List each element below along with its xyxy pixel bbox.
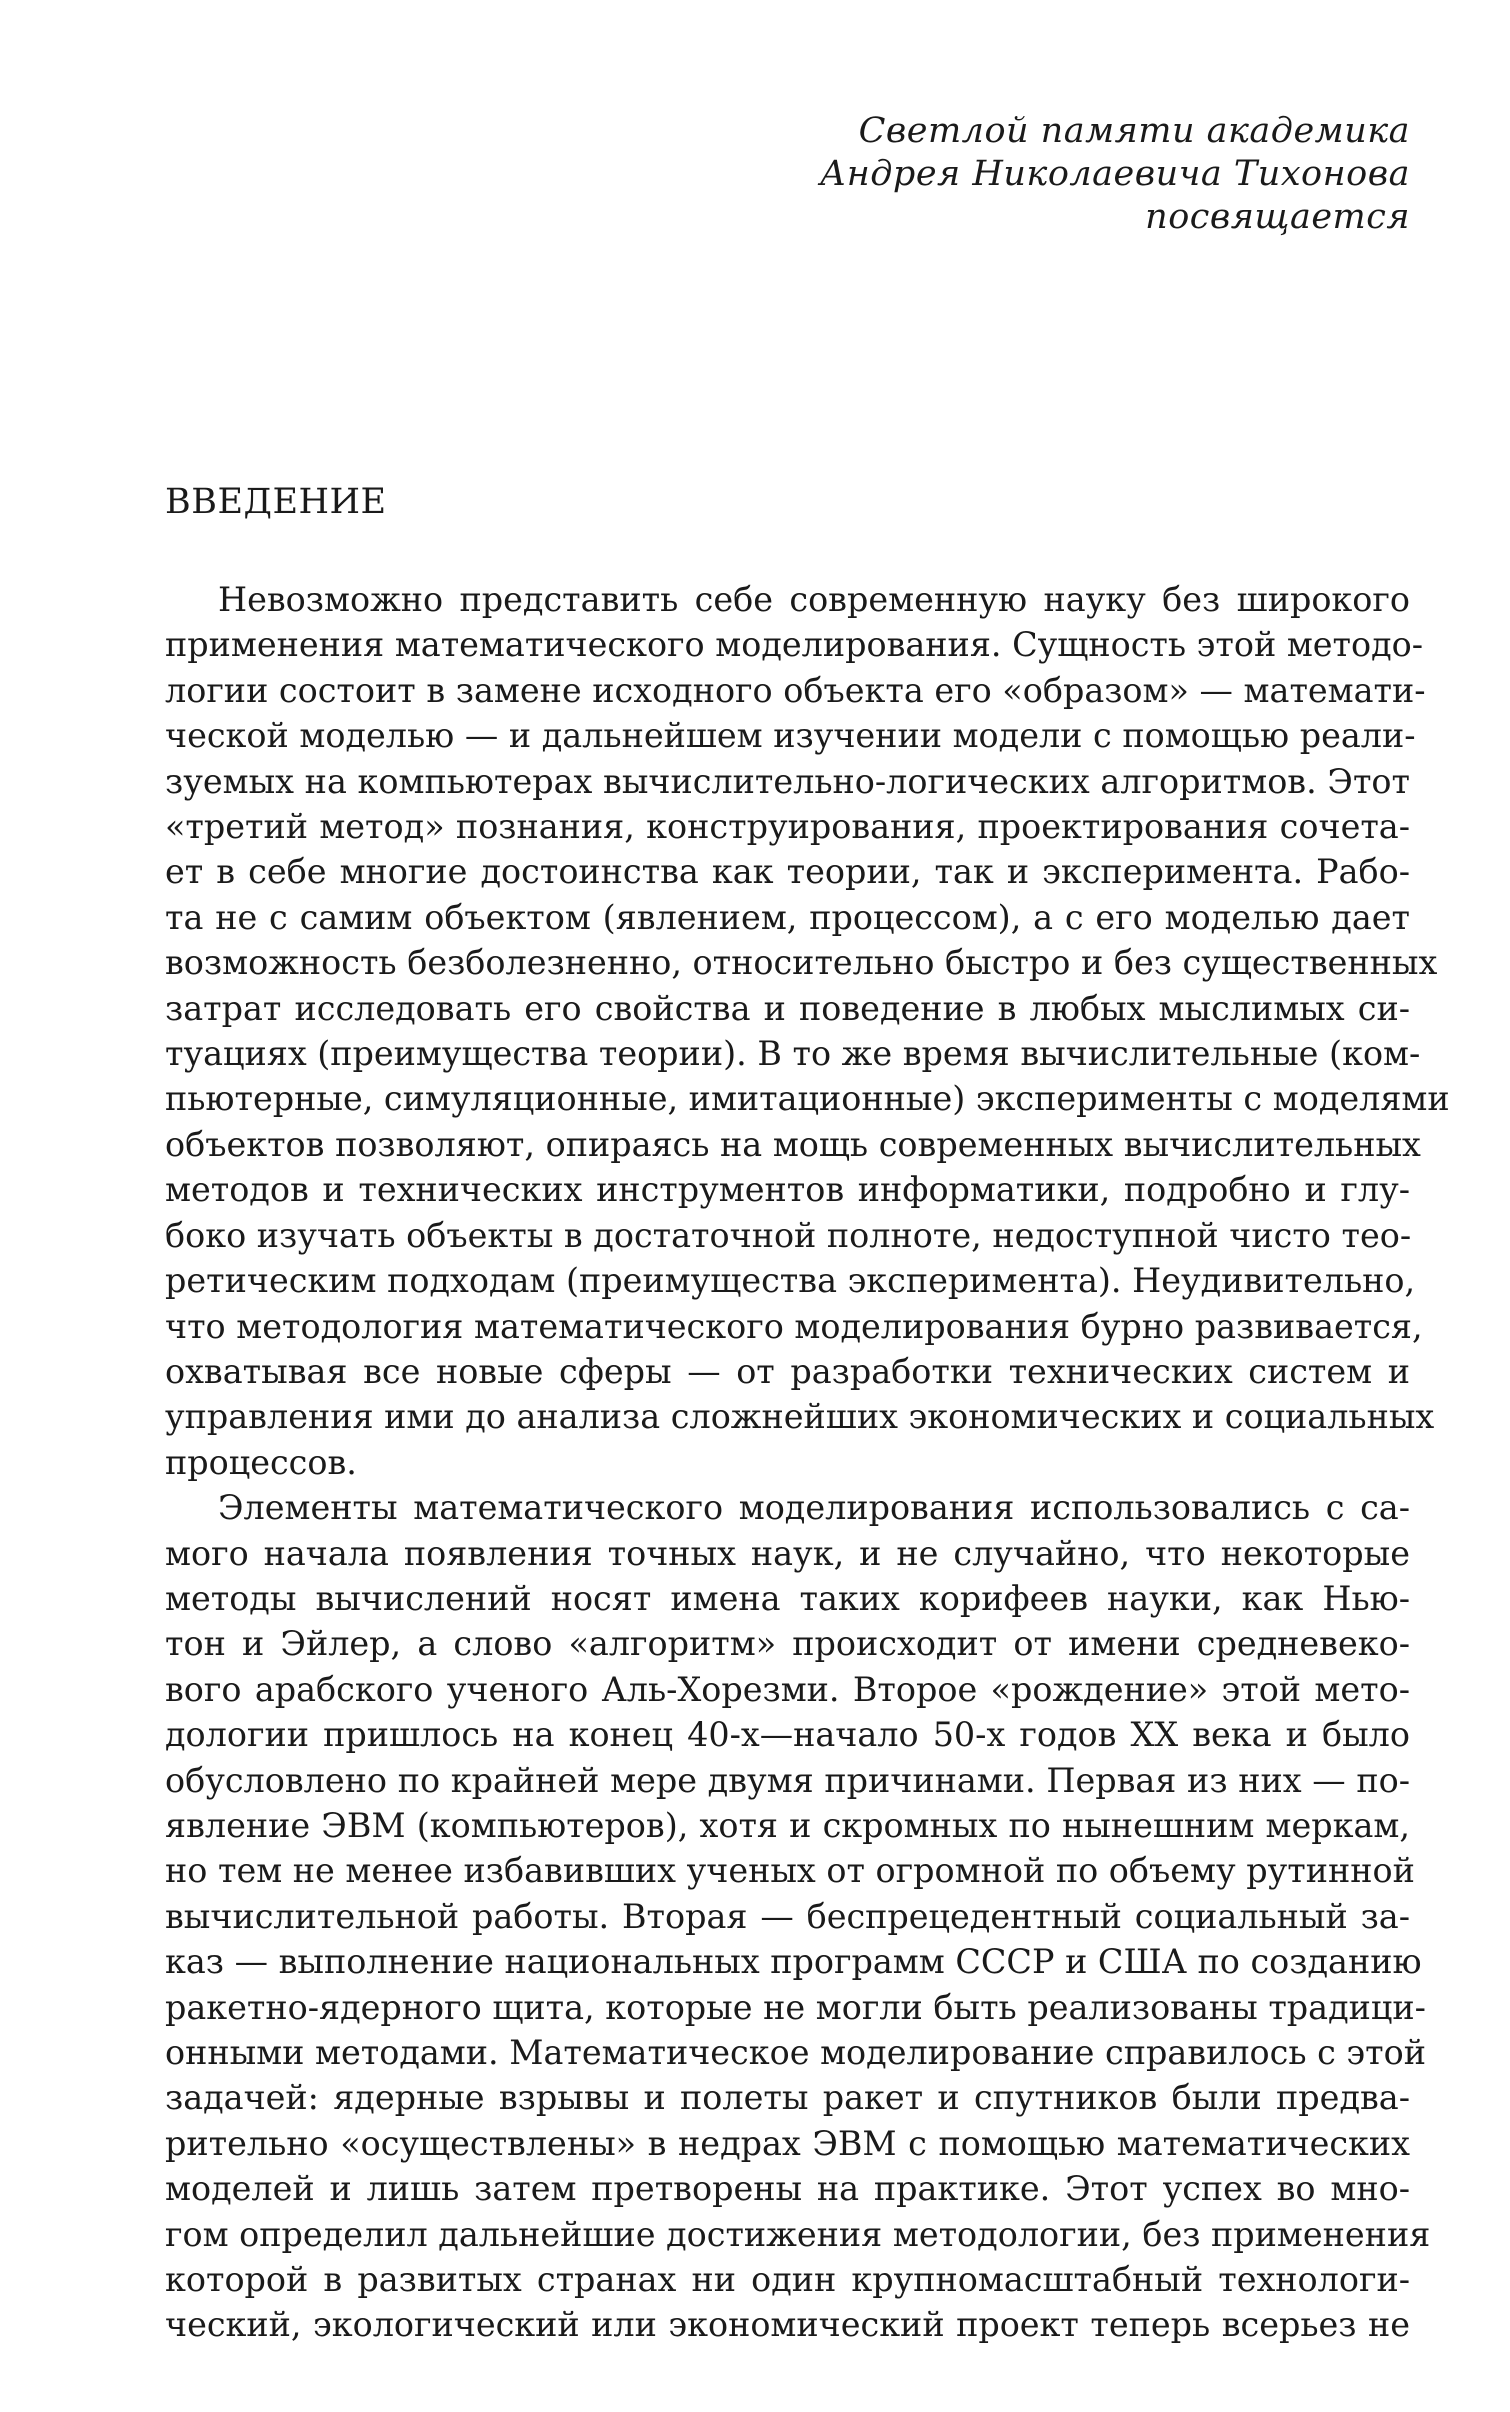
text-line: пьютерные, симуляционные, имитационные) эксперименты с моделями (165, 1079, 1450, 1119)
book-page (165, 110, 1450, 2348)
text-line: методов и технических инструментов информатики, подробно и глу- (165, 1170, 1410, 1210)
dedication (165, 110, 1410, 239)
text-line: методы вычислений носят имена таких корифеев науки, как Нью- (165, 1578, 1410, 1618)
text-line: которой в развитых странах ни один крупномасштабный технологи- (165, 2260, 1410, 2300)
text-line: тон и Эйлер, а слово «алгоритм» происходит от имени средневеко- (165, 1624, 1410, 1664)
text-line: что методология математического моделирования бурно развивается, (165, 1306, 1423, 1346)
text-line: рительно «осуществлены» в недрах ЭВМ с помощью математических (165, 2123, 1410, 2163)
text-line: каз — выполнение национальных программ СССР и США по созданию (165, 1942, 1422, 1982)
text-line: ческий, экологический или экономический проект теперь всерьез не (165, 2305, 1410, 2345)
paragraph-2 (165, 1485, 1431, 2348)
text-line: ретическим подходам (преимущества эксперимента). Неудивительно, (165, 1261, 1416, 1301)
text-line: логии состоит в замене исходного объекта его «образом» — математи- (165, 670, 1426, 710)
text-line: явление ЭВМ (компьютеров), хотя и скромных по нынешним меркам, (165, 1805, 1410, 1845)
paragraph-1 (165, 577, 1450, 1485)
text-line: ческой моделью — и дальнейшем изучении модели с помощью реали- (165, 716, 1416, 756)
text-line: вого арабского ученого Аль-Хорезми. Второе «рождение» этой мето- (165, 1669, 1410, 1709)
body-text (165, 577, 1450, 2348)
text-line: Элементы математического моделирования использовались с са- (218, 1488, 1410, 1528)
text-line: ет в себе многие достоинства как теории, так и эксперимента. Рабо- (165, 852, 1410, 892)
dedication-line: Андрея Николаевича Тихонова (819, 154, 1410, 194)
text-line: «третий метод» познания, конструирования, проектирования сочета- (165, 807, 1410, 847)
text-line: гом определил дальнейшие достижения методологии, без применения (165, 2214, 1431, 2254)
text-line: управления ими до анализа сложнейших экономических и социальных (165, 1397, 1435, 1437)
dedication-line: Светлой памяти академика (858, 111, 1410, 151)
text-line: моделей и лишь затем претворены на практике. Этот успех во мно- (165, 2169, 1410, 2209)
text-line: ракетно-ядерного щита, которые не могли быть реализованы традици- (165, 1987, 1426, 2027)
text-line: вычислительной работы. Вторая — беспрецедентный социальный за- (165, 1896, 1410, 1936)
text-line: туациях (преимущества теории). В то же время вычислительные (ком- (165, 1034, 1421, 1074)
text-line: задачей: ядерные взрывы и полеты ракет и спутников были предва- (165, 2078, 1410, 2118)
text-line: процессов. (165, 1442, 357, 1482)
text-line: охватывая все новые сферы — от разработки технических систем и (165, 1351, 1410, 1391)
section-title: ВВЕДЕНИЕ (165, 482, 387, 522)
text-line: применения математического моделирования. Сущность этой методо- (165, 625, 1424, 665)
text-line: объектов позволяют, опираясь на мощь современных вычислительных (165, 1124, 1421, 1164)
text-line: возможность безболезненно, относительно быстро и без существенных (165, 943, 1438, 983)
dedication-line: посвящается (1145, 197, 1410, 237)
text-line: зуемых на компьютерах вычислительно-логических алгоритмов. Этот (165, 761, 1410, 801)
text-line: но тем не менее избавивших ученых от огромной по объему рутинной (165, 1851, 1415, 1891)
text-line: мого начала появления точных наук, и не случайно, что некоторые (165, 1533, 1410, 1573)
text-line: затрат исследовать его свойства и поведение в любых мыслимых си- (165, 988, 1410, 1028)
text-line: онными методами. Математическое моделирование справилось с этой (165, 2033, 1426, 2072)
text-line: боко изучать объекты в достаточной полноте, недоступной чисто тео- (165, 1215, 1412, 1255)
text-line: Невозможно представить себе современную науку без широкого (218, 580, 1410, 619)
text-line: та не с самим объектом (явлением, процессом), а с его моделью дает (165, 897, 1410, 937)
text-line: дологии пришлось на конец 40-х—начало 50-х годов XX века и было (165, 1715, 1410, 1755)
text-line: обусловлено по крайней мере двумя причинами. Первая из них — по- (165, 1760, 1410, 1800)
